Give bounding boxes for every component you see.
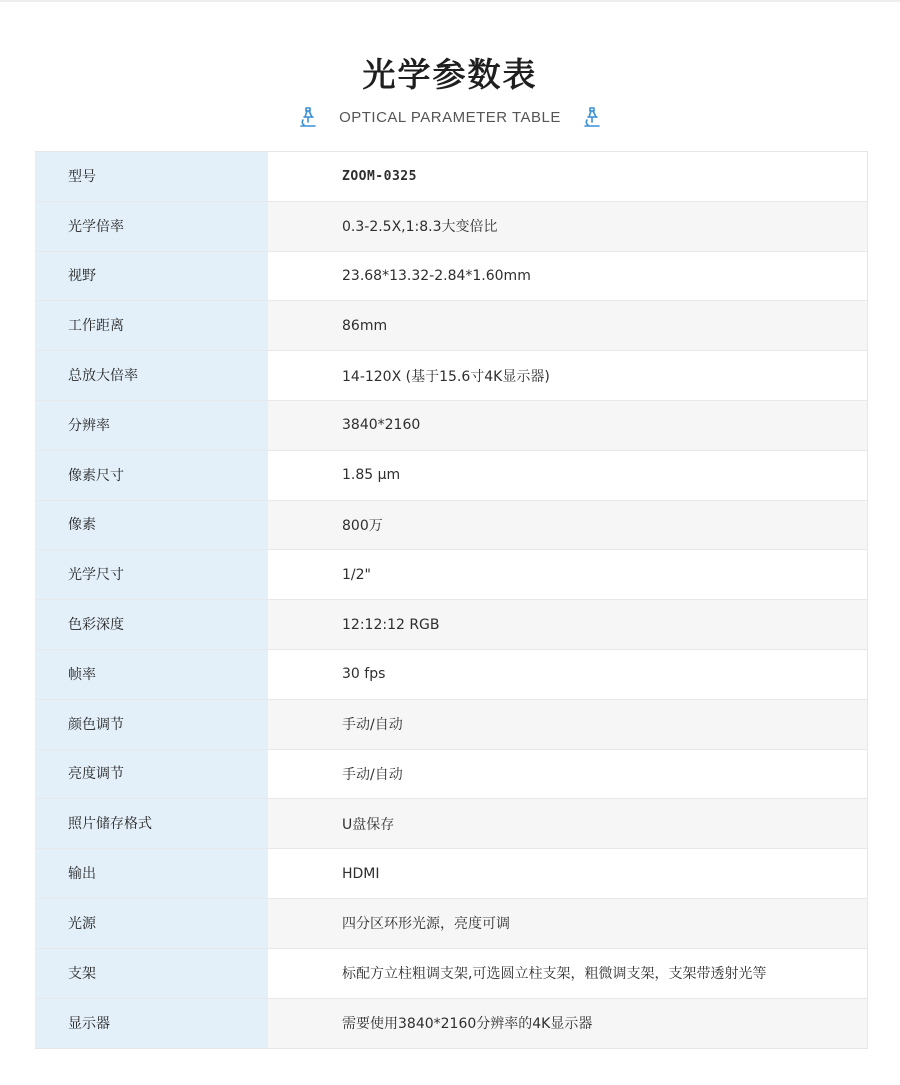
param-value: ZOOM-0325 [268, 152, 867, 201]
param-label: 像素 [35, 501, 268, 550]
param-label: 亮度调节 [35, 750, 268, 799]
param-label: 支架 [35, 949, 268, 998]
table-row [35, 202, 867, 252]
param-value: U盘保存 [268, 799, 867, 848]
param-value: 0.3-2.5X,1:8.3大变倍比 [268, 202, 867, 251]
param-label: 光源 [35, 899, 268, 948]
table-row [35, 301, 867, 351]
table-row [35, 550, 867, 600]
param-value: 手动/自动 [268, 750, 867, 799]
microscope-icon [299, 106, 317, 128]
param-value: 12:12:12 RGB [268, 600, 867, 649]
param-value: 30 fps [268, 650, 867, 699]
table-row [35, 949, 867, 999]
table-row [35, 501, 867, 551]
param-value: 800万 [268, 501, 867, 550]
table-row [35, 700, 867, 750]
param-label: 帧率 [35, 650, 268, 699]
param-label: 颜色调节 [35, 700, 268, 749]
param-value: 86mm [268, 301, 867, 350]
param-label: 显示器 [35, 999, 268, 1049]
param-value: HDMI [268, 849, 867, 898]
param-label: 光学尺寸 [35, 550, 268, 599]
parameter-table [35, 151, 868, 1049]
page-title: 光学参数表 [362, 55, 538, 94]
table-row [35, 152, 867, 202]
top-divider [0, 0, 900, 2]
table-row [35, 600, 867, 650]
param-label: 总放大倍率 [35, 351, 268, 400]
param-label: 分辨率 [35, 401, 268, 450]
table-row [35, 451, 867, 501]
param-value: 1.85 µm [268, 451, 867, 500]
param-value: 1/2" [268, 550, 867, 599]
param-value: 23.68*13.32-2.84*1.60mm [268, 252, 867, 301]
param-label: 型号 [35, 152, 268, 201]
param-label: 像素尺寸 [35, 451, 268, 500]
param-value: 3840*2160 [268, 401, 867, 450]
param-value: 14-120X (基于15.6寸4K显示器) [268, 351, 867, 400]
table-row [35, 750, 867, 800]
table-row [35, 351, 867, 401]
table-row [35, 849, 867, 899]
param-label: 工作距离 [35, 301, 268, 350]
param-value: 标配方立柱粗调支架,可选圆立柱支架，粗微调支架，支架带透射光等 [268, 949, 867, 998]
page-subtitle: OPTICAL PARAMETER TABLE [339, 108, 561, 126]
param-value: 四分区环形光源，亮度可调 [268, 899, 867, 948]
table-row [35, 999, 867, 1049]
param-label: 光学倍率 [35, 202, 268, 251]
subtitle-row [0, 104, 900, 130]
param-value: 需要使用3840*2160分辨率的4K显示器 [268, 999, 867, 1049]
param-label: 色彩深度 [35, 600, 268, 649]
table-row [35, 799, 867, 849]
table-row [35, 899, 867, 949]
page-header [0, 52, 900, 130]
param-label: 视野 [35, 252, 268, 301]
table-row [35, 401, 867, 451]
param-value: 手动/自动 [268, 700, 867, 749]
microscope-icon [583, 106, 601, 128]
param-label: 照片储存格式 [35, 799, 268, 848]
table-row [35, 252, 867, 302]
table-row [35, 650, 867, 700]
param-label: 输出 [35, 849, 268, 898]
